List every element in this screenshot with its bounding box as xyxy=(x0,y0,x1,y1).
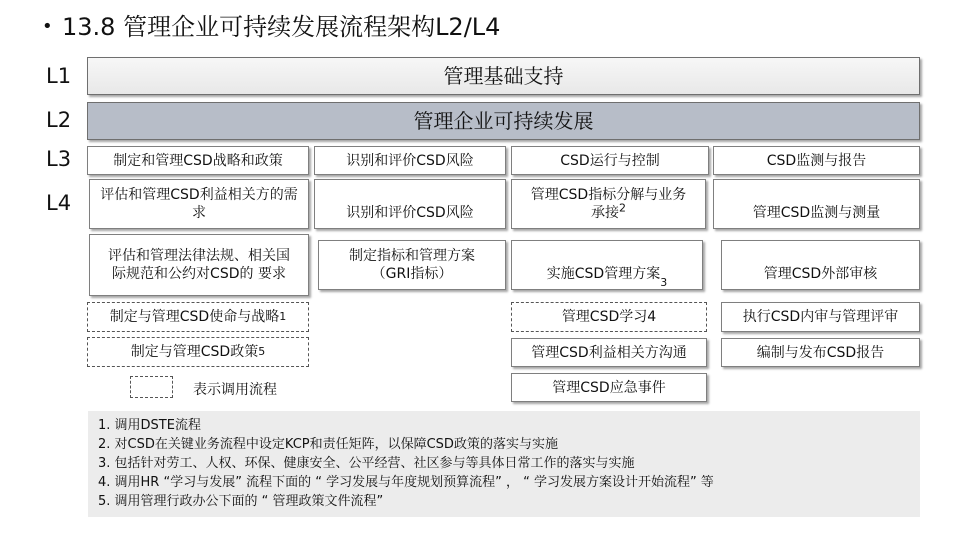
l4-box-label: 识别和评价CSD风险 xyxy=(346,205,474,221)
page-title xyxy=(42,10,500,44)
note-line: 2. 对CSD在关键业务流程中设定KCP和责任矩阵，以保障CSD政策的落实与实施 xyxy=(98,437,558,452)
l4-box-stakeholder-needs[interactable] xyxy=(89,179,309,229)
l4-box-label: 管理CSD监测与测量 xyxy=(752,205,881,221)
title-text: 13.8 管理企业可持续发展流程架构L2/L4 xyxy=(62,13,501,41)
l4-box-implement-plan[interactable]: 实施CSD管理方案 3 xyxy=(511,240,703,290)
l4-box-legal-requirements[interactable] xyxy=(89,234,309,296)
l4-box-mission-strategy[interactable]: 制定与管理CSD使命与战略 1 xyxy=(87,302,309,332)
l3-box-operation[interactable] xyxy=(511,146,709,175)
title-bullet: • xyxy=(42,16,53,37)
l4-box-indicators[interactable] xyxy=(318,240,506,290)
l2-box-label: 管理企业可持续发展 xyxy=(413,109,594,133)
l4-box-policy[interactable]: 制定与管理CSD政策 5 xyxy=(87,337,309,367)
footnote-marker: 2 xyxy=(619,201,626,215)
l3-box-label: 制定和管理CSD战略和政策 xyxy=(113,152,283,169)
l4-box-report[interactable] xyxy=(721,338,920,367)
l4-box-label: 评估和管理CSD利益相关方的需求 xyxy=(100,187,298,221)
note-line: 5. 调用管理行政办公下面的 “ 管理政策文件流程” xyxy=(98,494,384,509)
l4-box-label: 评估和管理法律法规、相关国际规范和公约对CSD的 要求 xyxy=(108,248,290,282)
l4-box-monitor-measure[interactable] xyxy=(713,179,920,229)
l4-box-internal-audit[interactable] xyxy=(721,302,920,332)
l4-box-label: 制定指标和管理方案 xyxy=(349,248,475,264)
l3-box-strategy[interactable] xyxy=(87,146,309,175)
l4-box-label: 实施CSD管理方案 xyxy=(546,266,661,282)
l1-box[interactable] xyxy=(87,57,920,95)
l4-box-stakeholder-communication[interactable] xyxy=(511,338,707,367)
l3-box-label: 识别和评价CSD风险 xyxy=(346,152,474,169)
l4-box-risk-identify[interactable] xyxy=(314,179,506,229)
l4-box-indicator-breakdown[interactable] xyxy=(511,179,706,229)
l4-box-learning[interactable] xyxy=(511,302,707,332)
l4-box-emergency[interactable] xyxy=(511,373,707,402)
legend-label: 表示调用流程 xyxy=(193,382,277,398)
l4-box-external-audit[interactable] xyxy=(721,240,920,290)
l4-box-label: 管理CSD应急事件 xyxy=(552,379,666,396)
note-line: 3. 包括针对劳工、人权、环保、健康安全、公平经营、社区参与等具体日常工作的落实与实施 xyxy=(98,456,635,471)
l4-box-label: 制定与管理CSD政策 xyxy=(130,344,259,360)
l2-box[interactable] xyxy=(87,102,920,140)
l4-box-label-sub: （GRI指标） xyxy=(371,266,453,282)
notes-panel xyxy=(88,411,920,517)
l1-box-label: 管理基础支持 xyxy=(443,64,564,88)
note-line: 4. 调用HR “学习与发展” 流程下面的 “ 学习发展与年度规划预算流程” ， “ 学习发展方案设计开始流程” 等 xyxy=(98,475,714,490)
l4-box-label: 管理CSD外部审核 xyxy=(763,266,878,282)
l3-box-label: CSD监测与报告 xyxy=(766,152,867,169)
level-label-l4: L4 xyxy=(46,191,72,215)
l3-box-label: CSD运行与控制 xyxy=(560,152,660,169)
note-line: 1. 调用DSTE流程 xyxy=(98,418,201,433)
legend-dashed-box xyxy=(130,376,173,398)
l3-box-monitoring[interactable] xyxy=(713,146,920,175)
l3-box-risk[interactable] xyxy=(314,146,506,175)
l4-box-label: 制定与管理CSD使命与战略 xyxy=(109,309,280,325)
level-label-l3: L3 xyxy=(46,147,72,171)
l4-box-label: 执行CSD内审与管理评审 xyxy=(742,309,899,325)
l4-box-label: 管理CSD利益相关方沟通 xyxy=(531,344,687,361)
level-label-l2: L2 xyxy=(46,108,72,132)
l4-box-label: 管理CSD指标分解与业务承接$^2$ xyxy=(530,187,687,221)
l4-box-label: 编制与发布CSD报告 xyxy=(756,344,885,361)
l4-box-label: 管理CSD学习4 xyxy=(561,309,657,325)
level-label-l1: L1 xyxy=(46,64,72,88)
